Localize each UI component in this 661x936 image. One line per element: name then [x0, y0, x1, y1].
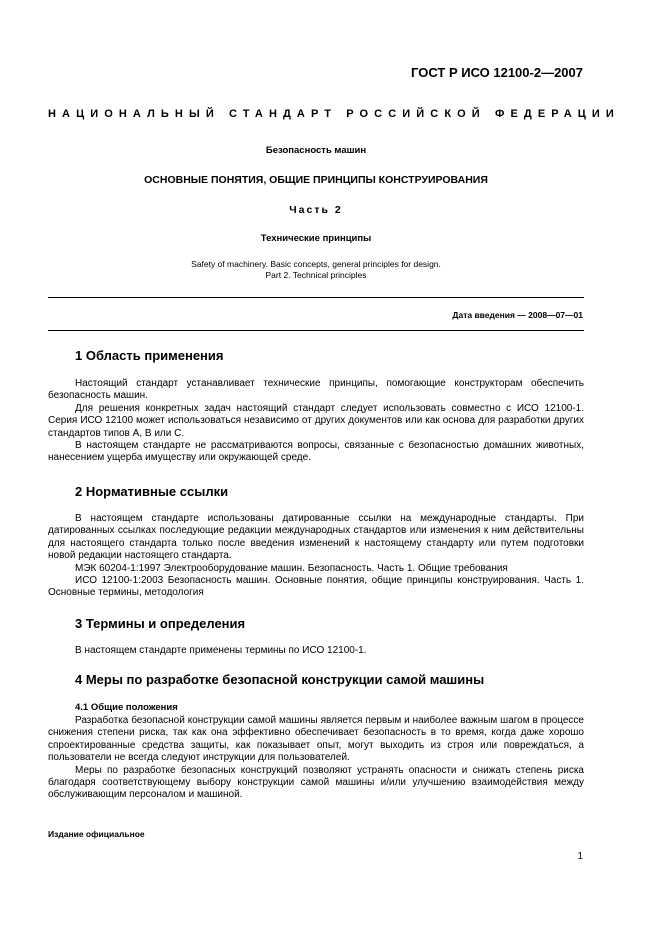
paragraph: В настоящем стандарте использованы датированные ссылки на международные стандарты. При датированных ссылках последующие редакции международных стандартов или изменения к ним действительны для настоящего стандарта только после введения изменений к настоящему стандарту или путем подготовки новой редакции настоящего стандарта. — [48, 513, 584, 562]
reference-item: ИСО 12100-1:2003 Безопасность машин. Основные понятия, общие принципы конструирования. Часть 1. Основные термины, методология — [48, 575, 584, 599]
title-line-2: ОСНОВНЫЕ ПОНЯТИЯ, ОБЩИЕ ПРИНЦИПЫ КОНСТРУИРОВАНИЯ — [144, 174, 488, 186]
edition-note: Издание официальное — [48, 829, 145, 839]
document-code: ГОСТ Р ИСО 12100-2—2007 — [411, 65, 583, 80]
paragraph: В настоящем стандарте не рассматриваются вопросы, связанные с безопасностью домашних животных, нанесением ущерба имуществу или окружающей среде. — [48, 440, 584, 464]
section-4-heading: 4 Меры по разработке безопасной конструкции самой машины — [75, 672, 485, 687]
paragraph: В настоящем стандарте применены термины по ИСО 12100-1. — [75, 645, 367, 656]
section-2-body — [48, 513, 584, 600]
section-3-body — [48, 645, 584, 657]
introduction-date: Дата введения — 2008—07—01 — [452, 310, 583, 320]
date-divider — [48, 330, 584, 331]
paragraph: Для решения конкретных задач настоящий стандарт следует использовать совместно с ИСО 12100-1. Серия ИСО 12100 может использоваться независимо от других документов или как основа для разработки других стандартов типов А, В или С. — [48, 402, 584, 439]
section-3-heading: 3 Термины и определения — [75, 616, 246, 631]
english-title-line-2: Part 2. Technical principles — [265, 270, 367, 280]
paragraph: Разработка безопасной конструкции самой машины является первым и наиболее важным шагом в процессе снижения степени риска, так как она эффективно обеспечивает безопасность в то время, когда даже хорошо спроектированные средства защиты, как показывает опыт, могут выходить из строя или повреждаться, а пользователи не всегда следуют инструкции для пользователей. — [48, 715, 584, 764]
section-2-heading: 2 Нормативные ссылки — [75, 484, 229, 499]
english-title — [48, 259, 584, 281]
subsection-4-1-heading: 4.1 Общие положения — [75, 702, 178, 713]
subtitle: Технические принципы — [260, 233, 372, 244]
english-title-line-1: Safety of machinery. Basic concepts, general principles for design. — [191, 259, 441, 269]
part-label: Часть 2 — [289, 204, 343, 216]
title-line-1: Безопасность машин — [265, 145, 367, 156]
top-divider — [48, 297, 584, 298]
section-1-body — [48, 378, 584, 465]
paragraph: Меры по разработке безопасных конструкций позволяют устранять опасности и снижать степень риска благодаря соответствующему выбору конструкции самой машины и/или улучшению взаимодействия между обслуживающим персоналом и машиной. — [48, 764, 584, 801]
reference-item: МЭК 60204-1:1997 Электрооборудование машин. Безопасность. Часть 1. Общие требования — [75, 562, 508, 574]
section-4-body — [48, 715, 584, 802]
national-standard-banner: НАЦИОНАЛЬНЫЙ СТАНДАРТ РОССИЙСКОЙ ФЕДЕРАЦИИ — [48, 108, 620, 120]
paragraph: Настоящий стандарт устанавливает технические принципы, помогающие конструкторам обеспечить безопасность машин. — [48, 378, 584, 402]
page-number: 1 — [577, 851, 583, 862]
section-1-heading: 1 Область применения — [75, 348, 224, 363]
